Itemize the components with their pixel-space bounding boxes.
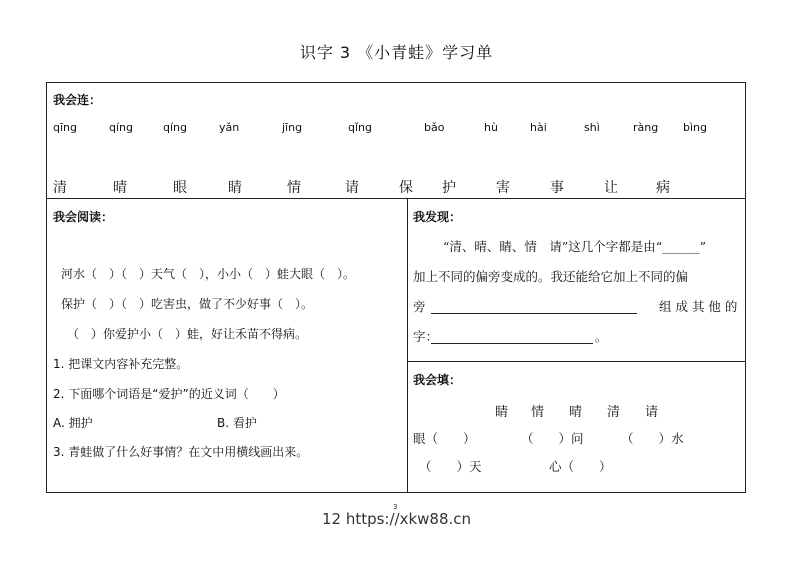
page-number: 3: [393, 503, 398, 511]
discover-line: 加上不同的偏旁变成的。我还能给它加上不同的偏: [413, 269, 689, 284]
footer-watermark[interactable]: 12 https://xkw88.cn: [321, 510, 472, 528]
character-row: [53, 177, 733, 197]
pinyin-item: hù: [484, 121, 498, 134]
discover-line: 组 成 其 他 的: [659, 299, 738, 314]
discover-line: 。: [595, 329, 608, 344]
fill-character: 睛: [495, 405, 509, 420]
character-item: 晴: [113, 180, 127, 196]
pinyin-row: [53, 121, 733, 137]
page-title: 识字 3 《小青蛙》学习单: [299, 43, 494, 62]
character-item: 眼: [173, 180, 187, 196]
connect-label: 我会连：: [53, 93, 102, 107]
pinyin-item: jīng: [282, 121, 303, 134]
character-item: 清: [53, 180, 67, 196]
pinyin-item: qíng: [163, 121, 187, 134]
discover-line: 旁: [413, 299, 426, 314]
discover-label: 我发现：: [413, 210, 462, 224]
question-line: 3. 青蛙做了什么好事情？在文中用横线画出来。: [53, 445, 309, 459]
fill-character: 情: [531, 405, 545, 420]
answer-underline[interactable]: [431, 343, 593, 344]
pinyin-item: bìng: [683, 121, 707, 134]
pinyin-item: shì: [584, 121, 600, 134]
pinyin-item: yǎn: [219, 121, 240, 134]
pinyin-item: qīng: [53, 121, 77, 134]
pinyin-item: bǎo: [424, 121, 445, 134]
fill-character: 请: [645, 405, 659, 420]
character-item: 请: [345, 180, 359, 196]
option-a: A. 拥护: [53, 416, 93, 430]
character-item: 护: [442, 180, 456, 196]
fill-character: 晴: [569, 405, 583, 420]
fill-blank[interactable]: （ ）问: [521, 431, 584, 446]
pinyin-item: hài: [530, 121, 547, 134]
fill-label: 我会填：: [413, 373, 462, 387]
character-item: 病: [656, 180, 670, 196]
pinyin-item: qǐng: [348, 121, 372, 134]
character-item: 睛: [228, 180, 242, 196]
question-line: 1. 把课文内容补充完整。: [53, 357, 189, 371]
read-label: 我会阅读：: [53, 210, 114, 224]
passage-line: 保护（ ）（ ）吃害虫，做了不少好事（ ）。: [61, 297, 314, 311]
passage-line: （ ）你爱护小（ ）蛙，好让禾苗不得病。: [67, 327, 308, 341]
passage-line: 河水（ ）（ ）天气（ ），小小（ ）蛙大眼（ ）。: [61, 267, 356, 281]
question-line: 2. 下面哪个词语是“爱护”的近义词（ ）: [53, 387, 285, 401]
worksheet-table: [46, 82, 746, 493]
fill-character: 清: [607, 405, 621, 420]
pinyin-item: qíng: [109, 121, 133, 134]
option-b: B. 看护: [217, 416, 257, 430]
divider: [407, 361, 745, 362]
fill-blank[interactable]: （ ）水: [621, 431, 684, 446]
character-item: 情: [287, 180, 301, 196]
character-item: 保: [399, 180, 413, 196]
character-item: 事: [550, 180, 564, 196]
answer-underline[interactable]: [431, 313, 637, 314]
discover-line: 字：: [413, 329, 439, 344]
fill-blank[interactable]: 心（ ）: [549, 459, 612, 474]
character-item: 害: [496, 180, 510, 196]
divider: [407, 198, 408, 493]
fill-blank[interactable]: （ ）天: [419, 459, 482, 474]
fill-blank[interactable]: 眼（ ）: [413, 431, 476, 446]
character-item: 让: [604, 180, 618, 196]
pinyin-item: ràng: [633, 121, 659, 134]
discover-line: “清、晴、睛、情 请”这几个字都是由“______”: [443, 239, 707, 254]
divider: [47, 198, 745, 199]
